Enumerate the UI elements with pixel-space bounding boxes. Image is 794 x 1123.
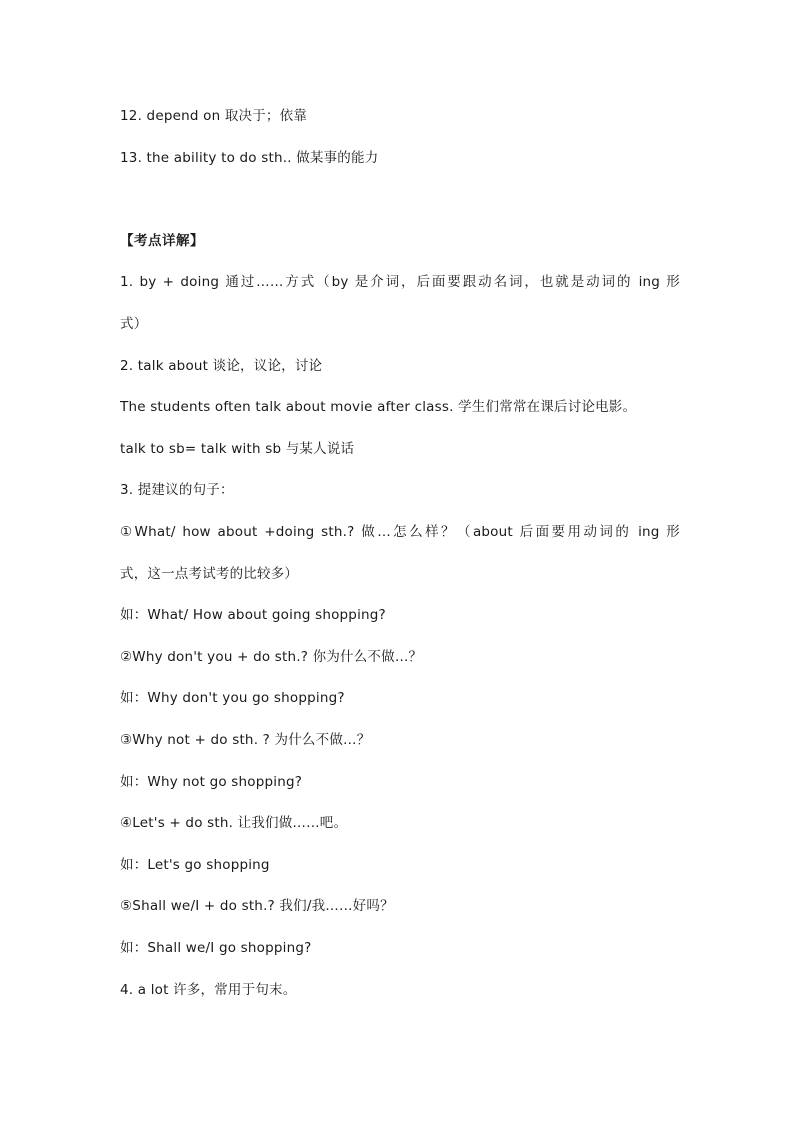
vocab-item-13: 13. the ability to do sth.. 做某事的能力 (120, 150, 379, 166)
suggestion-2: ②Why don't you + do sth.? 你为什么不做…？ (120, 649, 423, 665)
suggestion-4-example: 如：Let's go shopping (120, 857, 270, 873)
point-2-example: The students often talk about movie after class. 学生们常常在课后讨论电影。 (120, 399, 637, 415)
point-1-line-2: 式） (120, 316, 148, 332)
suggestion-1-line-2: 式，这一点考试考的比较多） (120, 566, 299, 582)
suggestion-5: ⑤Shall we/I + do sth.? 我们/我……好吗？ (120, 898, 394, 914)
point-1-line-1: 1. by + doing 通过……方式（by 是介词，后面要跟动名词，也就是动词的 ing 形 (120, 274, 680, 290)
suggestion-1-example: 如：What/ How about going shopping? (120, 607, 386, 623)
suggestion-5-example: 如：Shall we/I go shopping? (120, 940, 312, 956)
suggestion-1-line-1: ①What/ how about +doing sth.? 做…怎么样？（about 后面要用动词的 ing 形 (120, 524, 680, 540)
suggestion-3-example: 如：Why not go shopping? (120, 774, 303, 790)
point-4: 4. a lot 许多，常用于句末。 (120, 982, 297, 998)
point-2-note: talk to sb= talk with sb 与某人说话 (120, 441, 355, 457)
suggestion-4: ④Let's + do sth. 让我们做……吧。 (120, 815, 348, 831)
suggestion-3: ③Why not + do sth. ? 为什么不做…？ (120, 732, 371, 748)
vocab-item-12: 12. depend on 取决于；依靠 (120, 108, 308, 124)
suggestion-2-example: 如：Why don't you go shopping? (120, 690, 345, 706)
point-2: 2. talk about 谈论，议论，讨论 (120, 358, 323, 374)
point-3: 3. 提建议的句子： (120, 482, 234, 498)
section-heading: 【考点详解】 (120, 233, 204, 249)
